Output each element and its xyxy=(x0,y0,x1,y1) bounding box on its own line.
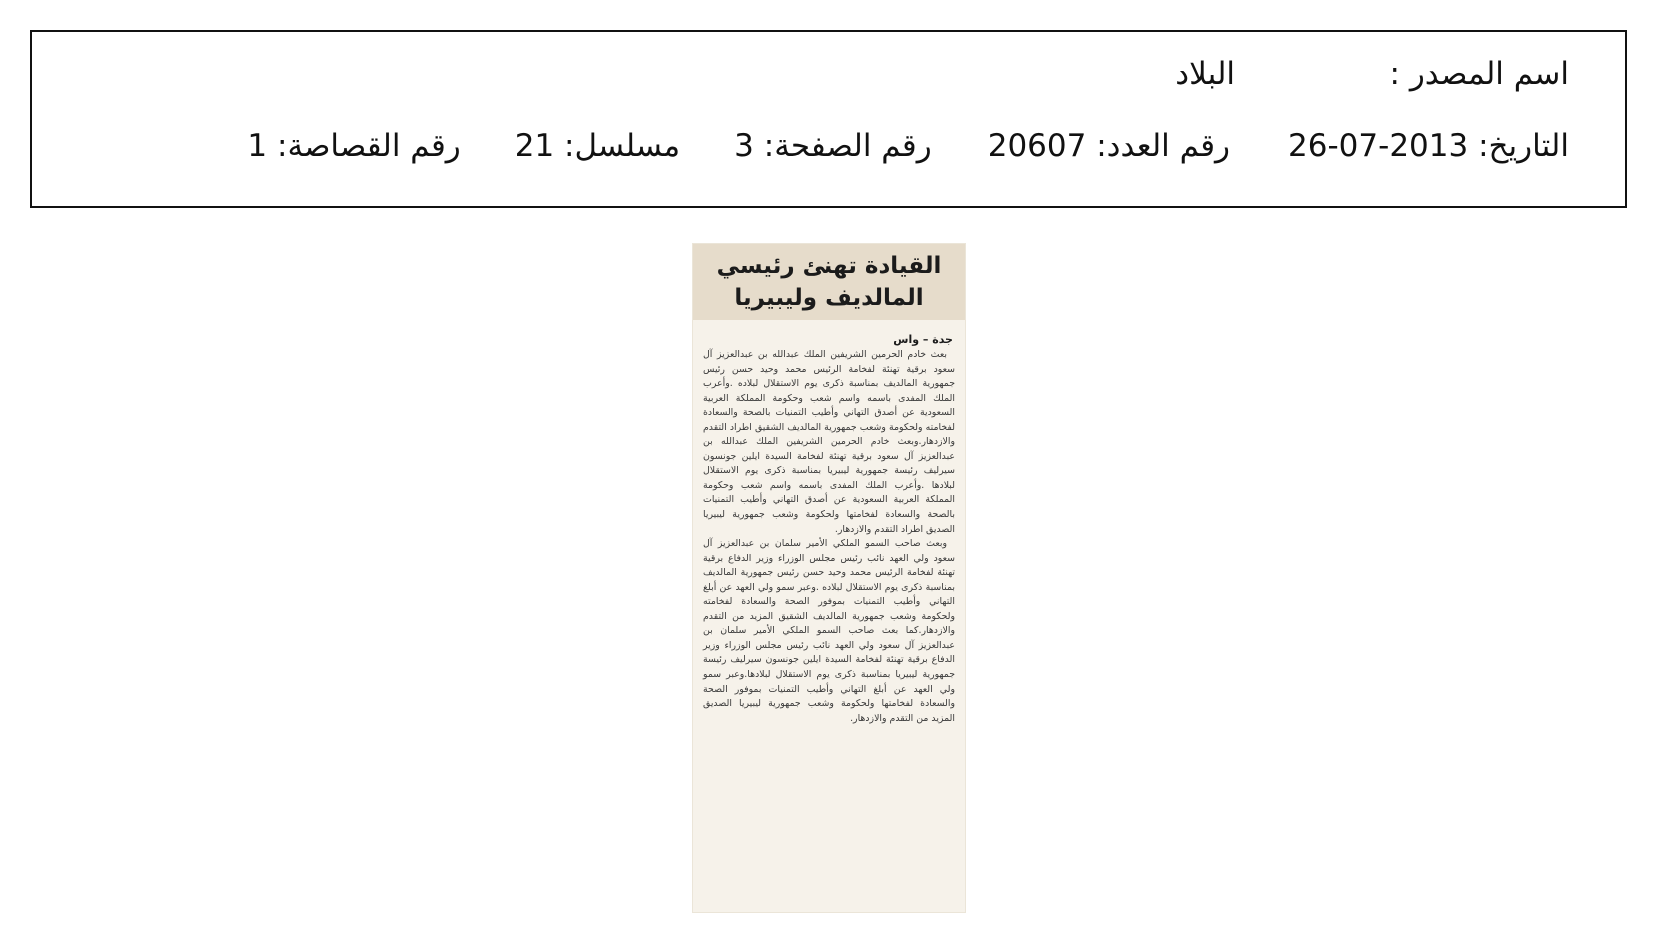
page-field xyxy=(734,126,932,166)
headline-line-1: القيادة تهنئ رئيسي xyxy=(716,253,942,279)
serial-field xyxy=(515,126,680,166)
article-paragraph-2: وبعث صاحب السمو الملكي الأمير سلمان بن عبدالعزيز آل سعود ولي العهد نائب رئيس مجلس الوزراء وزير الدفاع برقية تهنئة لفخامة الرئيس محمد وحيد حسن رئيس جمهورية المالديف بمناسبة ذكرى يوم الاستقلال لبلاده .وعبر سمو ولي العهد عن أبلغ التهاني وأطيب التمنيات بموفور الصحة والسعادة لفخامته ولحكومة وشعب جمهورية المالديف الشقيق المزيد من التقدم والازدهار.كما بعث صاحب السمو الملكي الأمير سلمان بن عبدالعزيز آل سعود ولي العهد نائب رئيس مجلس الوزراء وزير الدفاع برقية تهنئة لفخامة السيدة ايلين جونسون سيرليف رئيسة جمهورية ليبيريا بمناسبة ذكرى يوم الاستقلال لبلادها.وعبر سمو ولي العهد عن أبلغ التهاني وأطيب التمنيات بموفور الصحة والسعادة لفخامتها ولحكومة وشعب جمهورية ليبيريا الصديق المزيد من التقدم والازدهار. xyxy=(703,538,955,724)
date-value: 2013-07-26 xyxy=(1288,128,1469,164)
clip-number-field xyxy=(247,126,460,166)
source-value: البلاد xyxy=(1175,56,1235,92)
issue-label: رقم العدد: xyxy=(1096,128,1231,164)
serial-value: 21 xyxy=(514,128,555,164)
issue-field xyxy=(988,126,1230,166)
article-dateline: جدة – واس xyxy=(893,333,953,346)
article-paragraph-1: بعث خادم الحرمين الشريفين الملك عبدالله بن عبدالعزيز آل سعود برقية تهنئة لفخامة الرئيس محمد وحيد حسن رئيس جمهورية المالديف بمناسبة ذكرى يوم الاستقلال لبلاده .وأعرب الملك المفدى باسمه واسم شعب وحكومة المملكة العربية السعودية عن أصدق التهاني وأطيب التمنيات بالصحة والسعادة لفخامته ولحكومة وشعب جمهورية المالديف الشقيق اطراد التقدم والازدهار.وبعث خادم الحرمين الشريفين الملك عبدالله بن عبدالعزيز آل سعود برقية تهنئة لفخامة السيدة ايلين جونسون سيرليف رئيسة جمهورية ليبيريا بمناسبة ذكرى يوم الاستقلال لبلادها .وأعرب الملك المفدى باسمه واسم شعب وحكومة المملكة العربية السعودية عن أصدق التهاني وأطيب التمنيات بالصحة والسعادة لفخامتها ولحكومة وشعب جمهورية ليبيريا الصديق اطراد التقدم والازدهار. xyxy=(703,349,955,535)
issue-value: 20607 xyxy=(987,128,1087,164)
date-label: التاريخ: xyxy=(1478,128,1569,164)
article-headline xyxy=(693,244,965,320)
source-info-box xyxy=(30,30,1627,208)
newspaper-clipping xyxy=(693,244,965,912)
page-value: 3 xyxy=(734,128,754,164)
clip-number-label: رقم القصاصة: xyxy=(277,128,461,164)
headline-line-2: المالديف وليبيريا xyxy=(734,285,924,311)
meta-line xyxy=(247,126,1569,166)
serial-label: مسلسل: xyxy=(564,128,681,164)
source-label: اسم المصدر : xyxy=(1389,56,1569,92)
page-label: رقم الصفحة: xyxy=(763,128,932,164)
article-body xyxy=(693,348,965,726)
date-field xyxy=(1288,126,1569,166)
clip-number-value: 1 xyxy=(247,128,268,164)
